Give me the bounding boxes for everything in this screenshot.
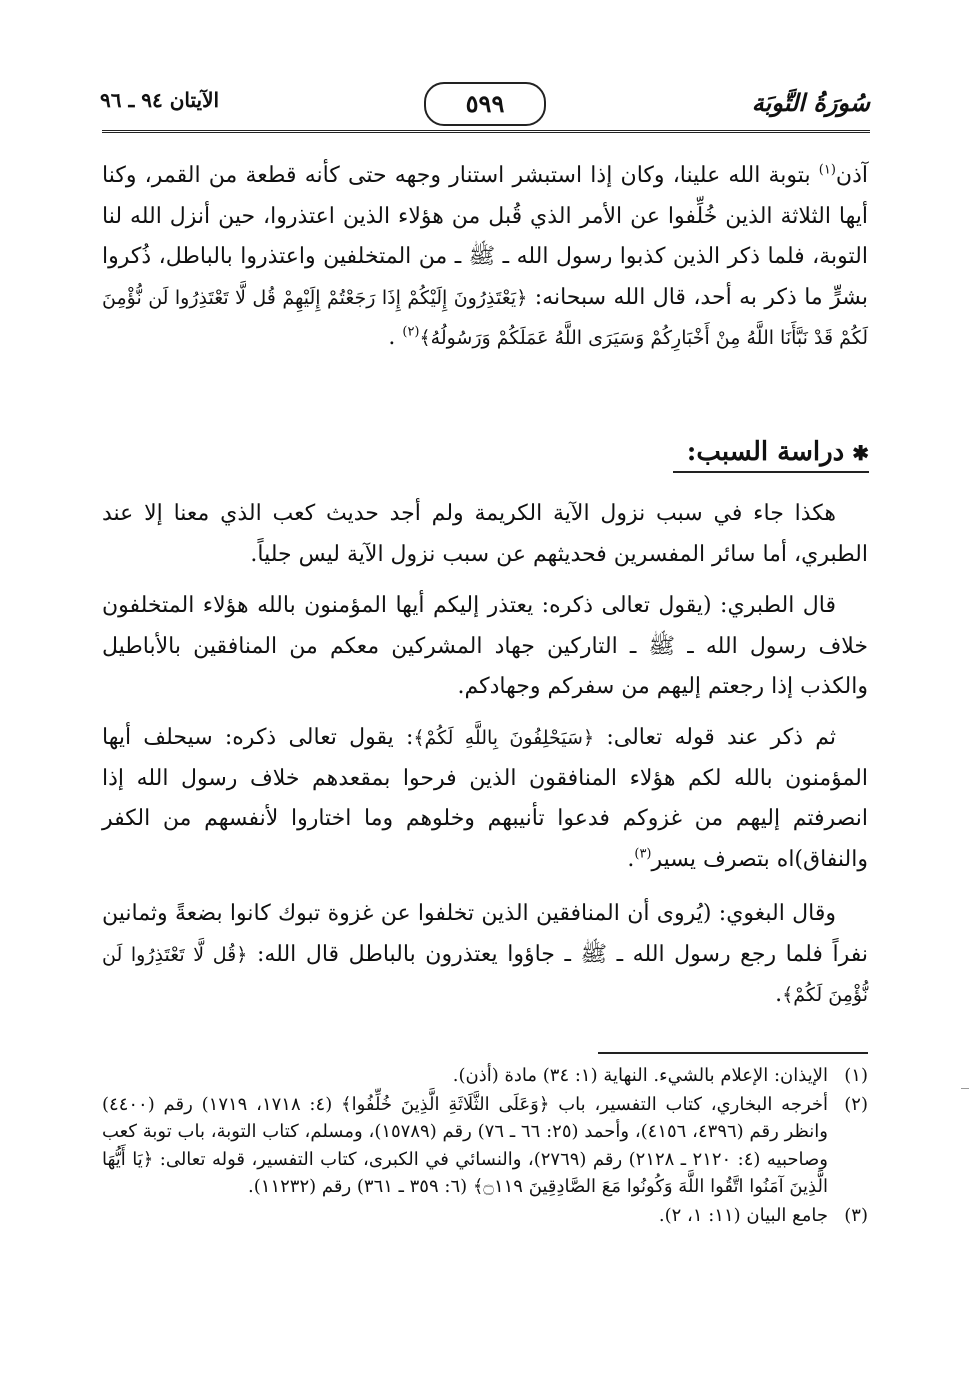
ayat-range: الآيتان ٩٤ ـ ٩٦: [100, 88, 220, 112]
paragraph-text: هكذا جاء في سبب نزول الآية الكريمة ولم أجد حديث كعب الذي معنا إلا عند الطبري، أما سائر المفسرين فحديثهم عن سبب نزول الآية ليس جلياً.: [102, 501, 868, 567]
footnote-ref-3: (٣): [634, 846, 652, 862]
intro-text: بتوبة الله علينا، وكان إذا استبشر استنار وجهه حتى كأنه قطعة من القمر، وكنا أيها الثلاثة الذين خُلِّفوا عن الأمر الذي قُبل من هؤلاء الذين اعتذروا، حين أنزل الله لنا التوبة، فلما ذكر الذين كذبوا رسول الله ـ ﷺ ـ من المتخلفين واعتذروا بالباطل، ذُكروا بشرٍّ ما ذكر به أحد، قال الله سبحانه:: [102, 163, 868, 310]
paragraph-end: .: [627, 846, 635, 872]
paragraph-text: قال الطبري: (يقول تعالى ذكره: يعتذر إليكم أيها المؤمنون بالله هؤلاء المتخلفون خلاف رسول الله ـ ﷺ ـ التاركين جهاد المشركين معكم من المنافقين بالأباطيل والكذب إذا رجعتم إليهم من سفركم وجهادكم.: [102, 593, 868, 699]
quran-verse: ﴿يَعْتَذِرُونَ إِلَيْكُمْ إِذَا رَجَعْتُمْ إِلَيْهِمْ قُل لَّا تَعْتَذِرُوا لَن نُّؤْمِنَ لَكُمْ قَدْ نَبَّأَنَا اللَّهُ مِنْ أَخْبَارِكُمْ وَسَيَرَى اللَّهُ عَمَلَكُمْ وَرَسُولُهُ﴾: [102, 286, 868, 349]
footnote-text: أخرجه البخاري، كتاب التفسير، باب ﴿وَعَلَى الثَّلَاثَةِ الَّذِينَ خُلِّفُوا﴾ (٤: ١٧١٨، ١٧١٩) رقم (٤٤٠٠) وانظر رقم (٤٣٩٦، ٤١٥٦)، وأحمد (٢٥: ٦٦ ـ ٧٦) رقم (١٥٧٨٩)، ومسلم، كتاب التوبة، باب توبة كعب وصاحبيه (٤: ٢١٢٠ ـ ٢١٢٨) رقم (٢٧٦٩)، والنسائي في الكبرى، كتاب التفسير، قوله تعالى: ﴿يَا أَيُّهَا الَّذِينَ آمَنُوا اتَّقُوا اللَّهَ وَكُونُوا مَعَ الصَّادِقِينَ ۝١١٩﴾ (٦: ٣٥٩ ـ ٣٦١) رقم (١١٢٣٢).: [102, 1093, 829, 1197]
paragraph-text: : يقول تعالى ذكره: سيحلف أيها المؤمنون بالله لكم هؤلاء المنافقون الذين فرحوا بمقعدهم خلاف رسول الله إذا انصرفتم إليهم من غزوكم فدعوا تأنيبهم وخلوهم وما اختاروا لأنفسهم من الكفر والنفاق)اه بتصرف يسير: [102, 725, 868, 872]
body-paragraph-2: [102, 586, 868, 708]
footnote-item: [102, 1091, 868, 1201]
footnote-divider: [598, 1052, 868, 1054]
body-paragraph-3: [102, 718, 868, 880]
footnote-number: (١): [844, 1065, 868, 1086]
intro-first-word: آذن: [835, 163, 868, 188]
paragraph-end: .: [775, 982, 783, 1007]
surah-title: سُورَةُ التَّوبَة: [751, 88, 870, 117]
star-icon: ✱: [852, 441, 869, 465]
footnote-text: جامع البيان (١١: ١، ٢).: [658, 1204, 828, 1226]
quran-verse: ﴿قُل لَّا تَعْتَذِرُوا لَن نُّؤْمِنَ لَكُمْ﴾: [102, 943, 868, 1006]
intro-paragraph: [102, 156, 868, 359]
footnote-number: (٢): [844, 1093, 868, 1115]
footnotes: [102, 1062, 868, 1230]
quran-verse: ﴿سَيَحْلِفُونَ بِاللَّهِ لَكُمْ﴾: [413, 727, 595, 749]
header-divider: [102, 130, 870, 133]
footnote-item: [102, 1062, 868, 1090]
body-paragraph-4: [102, 894, 868, 1016]
page-header: [100, 82, 870, 130]
footnote-ref-1: (١): [818, 162, 836, 178]
intro-end: .: [388, 325, 403, 350]
footnote-number: (٣): [844, 1204, 868, 1226]
paragraph-text: ثم ذكر عند قوله تعالى:: [594, 725, 837, 750]
footnote-item: [102, 1202, 868, 1230]
section-heading-text: دراسة السبب:: [686, 437, 845, 467]
page-number: ٥٩٩: [424, 82, 546, 126]
footnote-ref-2: (٢): [402, 324, 420, 340]
margin-mark: [961, 1088, 969, 1089]
section-heading: [673, 437, 869, 473]
body-paragraph-1: [102, 494, 868, 575]
footnote-text: الإيذان: الإعلام بالشيء. النهاية (١: ٣٤) مادة (أذن).: [452, 1065, 828, 1086]
paragraph-text: وقال البغوي: (يُروى أن المنافقين الذين تخلفوا عن غزوة تبوك كانوا بضعةً وثمانين نفراً فلما رجع رسول الله ـ ﷺ ـ جاؤوا يعتذرون بالباطل قال الله:: [102, 901, 868, 967]
